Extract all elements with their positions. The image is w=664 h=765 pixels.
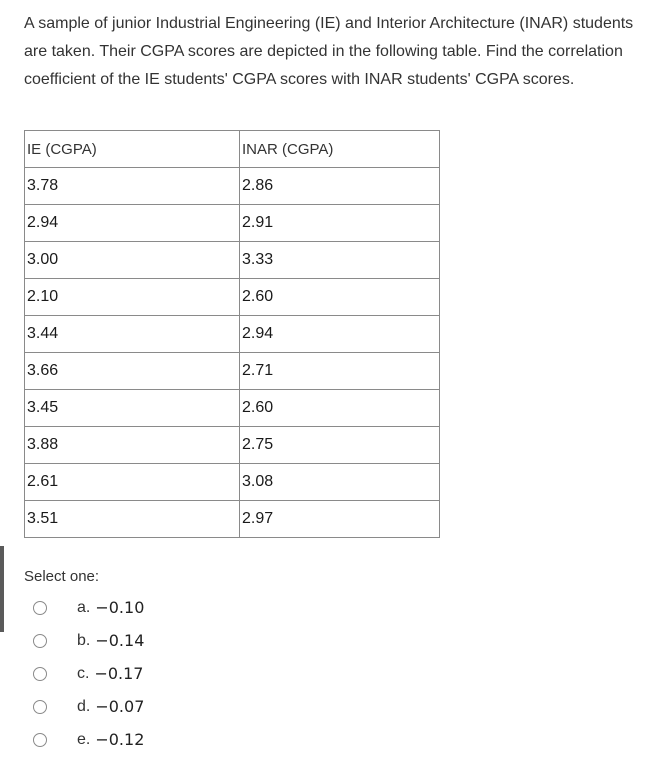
option-value: −0.17 bbox=[94, 664, 144, 683]
table-row bbox=[25, 205, 440, 242]
select-one-label: Select one: bbox=[24, 568, 100, 585]
ie-cell: 3.45 bbox=[25, 390, 240, 427]
option-value: −0.07 bbox=[95, 697, 145, 716]
table-row bbox=[25, 501, 440, 538]
table-header-row bbox=[25, 131, 440, 168]
option-letter: a. bbox=[77, 598, 91, 616]
ie-cell: 2.10 bbox=[25, 279, 240, 316]
option-letter: b. bbox=[77, 631, 91, 649]
option-a[interactable] bbox=[30, 591, 144, 624]
cgpa-table bbox=[24, 130, 440, 538]
table-row bbox=[25, 353, 440, 390]
inar-cell: 2.97 bbox=[240, 501, 440, 538]
radio-button[interactable] bbox=[33, 601, 47, 615]
table-row bbox=[25, 464, 440, 501]
table-row bbox=[25, 427, 440, 464]
inar-cell: 2.94 bbox=[240, 316, 440, 353]
question-text: A sample of junior Industrial Engineering (IE) and Interior Architecture (INAR) students are taken. Their CGPA scores are depicted in the following table. Find the correlation coefficient of the IE students' CGPA scores with INAR students' CGPA scores. bbox=[24, 15, 634, 88]
option-value: −0.12 bbox=[95, 730, 145, 749]
ie-cell: 2.61 bbox=[25, 464, 240, 501]
ie-cell: 3.00 bbox=[25, 242, 240, 279]
inar-cell: 2.71 bbox=[240, 353, 440, 390]
header-inar: INAR (CGPA) bbox=[240, 131, 440, 168]
option-c[interactable] bbox=[30, 657, 144, 690]
radio-button[interactable] bbox=[33, 700, 47, 714]
header-ie: IE (CGPA) bbox=[25, 131, 240, 168]
inar-cell: 2.75 bbox=[240, 427, 440, 464]
option-d[interactable] bbox=[30, 690, 144, 723]
inar-cell: 2.60 bbox=[240, 279, 440, 316]
option-value: −0.10 bbox=[95, 598, 145, 617]
table-row bbox=[25, 390, 440, 427]
ie-cell: 2.94 bbox=[25, 205, 240, 242]
table-row bbox=[25, 168, 440, 205]
answer-options bbox=[30, 591, 144, 756]
ie-cell: 3.78 bbox=[25, 168, 240, 205]
inar-cell: 2.60 bbox=[240, 390, 440, 427]
radio-button[interactable] bbox=[33, 733, 47, 747]
ie-cell: 3.66 bbox=[25, 353, 240, 390]
ie-cell: 3.44 bbox=[25, 316, 240, 353]
radio-button[interactable] bbox=[33, 667, 47, 681]
table-row bbox=[25, 279, 440, 316]
left-accent-bar bbox=[0, 546, 4, 632]
radio-button[interactable] bbox=[33, 634, 47, 648]
table-row bbox=[25, 242, 440, 279]
option-letter: e. bbox=[77, 730, 91, 748]
inar-cell: 3.08 bbox=[240, 464, 440, 501]
option-b[interactable] bbox=[30, 624, 144, 657]
inar-cell: 3.33 bbox=[240, 242, 440, 279]
inar-cell: 2.91 bbox=[240, 205, 440, 242]
ie-cell: 3.51 bbox=[25, 501, 240, 538]
option-e[interactable] bbox=[30, 723, 144, 756]
table-row bbox=[25, 316, 440, 353]
option-value: −0.14 bbox=[95, 631, 145, 650]
option-letter: c. bbox=[77, 664, 90, 682]
ie-cell: 3.88 bbox=[25, 427, 240, 464]
inar-cell: 2.86 bbox=[240, 168, 440, 205]
option-letter: d. bbox=[77, 697, 91, 715]
